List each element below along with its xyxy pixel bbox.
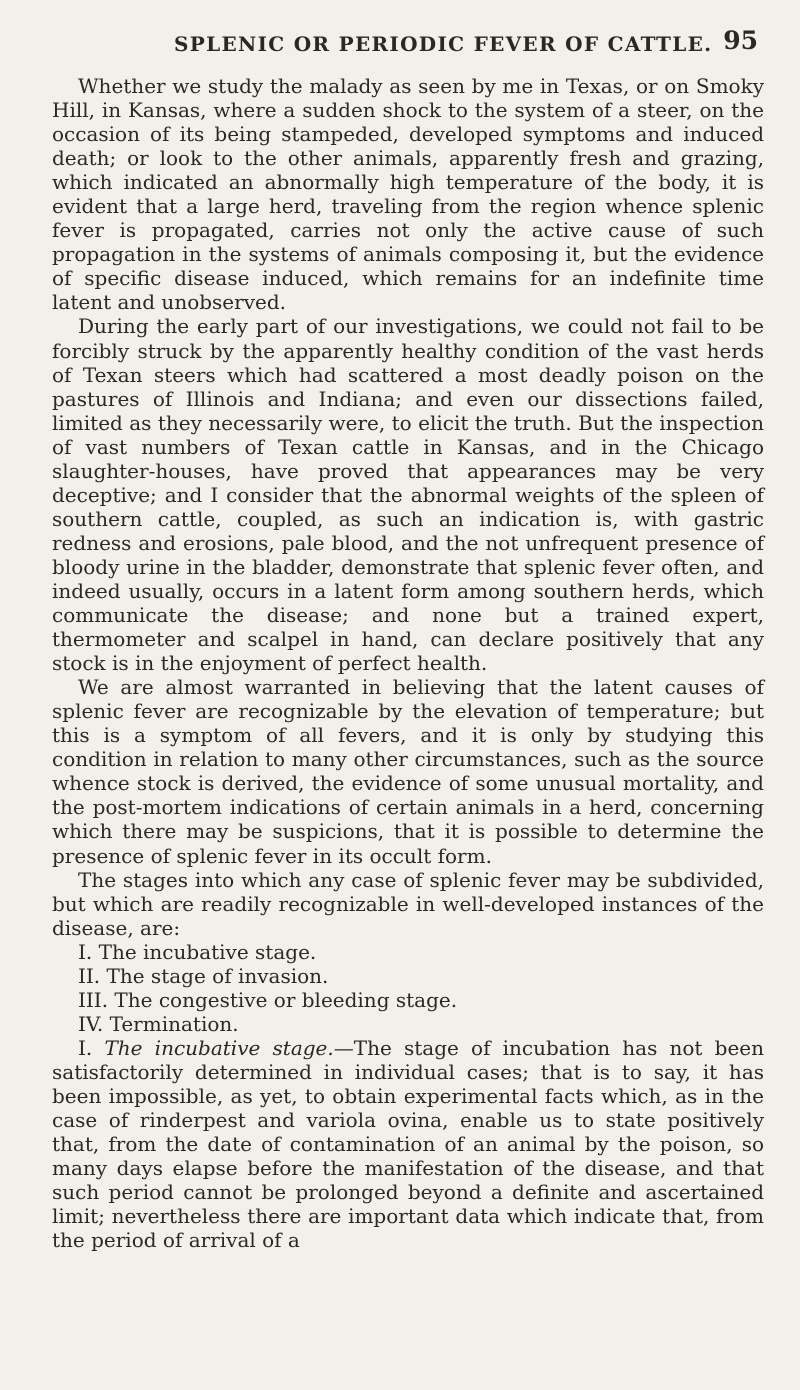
paragraph-1: Whether we study the malady as seen by me in Texas, or on Smoky Hill, in Kansas, where a sudden shock to the system of a steer, on the occasion of its being stampeded, developed symptoms and induced death; or look to the other animals, apparently fresh and grazing, which indicated an abnormally high temperature of the body, it is evident that a large herd, traveling from the region whence splenic fever is propagated, carries not only the active cause of such propagation in the systems of animals composing it, but the evidence of specific disease induced, which remains for an indefinite time latent and unobserved. [52,74,764,315]
running-head: SPLENIC OR PERIODIC FEVER OF CATTLE. [174,32,713,56]
section-numeral: I. [78,1035,93,1060]
section-paragraph [52,1036,764,1252]
stage-list-item: III. The congestive or bleeding stage. [78,987,458,1012]
stage-list-item: I. The incubative stage. [78,939,317,964]
paragraph-3: We are almost warranted in believing that the latent causes of splenic fever are recognizable by the elevation of temperature; but this is a symptom of all fevers, and it is only by studying this condition in relation to many other circumstances, such as the source whence stock is derived, the evidence of some unusual mortality, and the post-mortem indications of certain animals in a herd, concerning which there may be suspicions, that it is possible to determine the presence of splenic fever in its occult form. [52,675,764,868]
section-text: —The stage of incubation has not been satisfactorily determined in individual cases; that is to say, it has been impossible, as yet, to obtain experimental facts which, as in the case of rinderpest and variola ovina, enable us to state positively that, from the date of contamination of an animal by the poison, so many days elapse before the manifestation of the disease, and that such period cannot be prolonged beyond a definite and ascertained limit; nevertheless there are important data which indicate that, from the period of arrival of a [52,1035,764,1253]
stage-list-item: IV. Termination. [78,1011,239,1036]
page-number: 95 [723,26,758,55]
paragraph-4: The stages into which any case of splenic fever may be subdivided, but which are readily recognizable in well-developed instances of the disease, are: [52,867,764,940]
stage-list-item: II. The stage of invasion. [78,963,329,988]
page-header [52,26,764,58]
section-title: The incubative stage. [104,1035,334,1060]
page-body [52,74,764,1252]
paragraph-2: During the early part of our investigations, we could not fail to be forcibly struck by the apparently healthy condition of the vast herds of Texan steers which had scattered a most deadly poison on the pastures of Illinois and Indiana; and even our dissections failed, limited as they necessarily were, to elicit the truth. But the inspection of vast numbers of Texan cattle in Kansas, and in the Chicago slaughter-houses, have proved that appearances may be very deceptive; and I consider that the abnormal weights of the spleen of southern cattle, coupled, as such an indication is, with gastric redness and erosions, pale blood, and the not unfrequent presence of bloody urine in the bladder, demonstrate that splenic fever often, and indeed usually, occurs in a latent form among southern herds, which communicate the disease; and none but a trained expert, thermometer and scalpel in hand, can declare positively that any stock is in the enjoyment of perfect health. [52,314,764,676]
